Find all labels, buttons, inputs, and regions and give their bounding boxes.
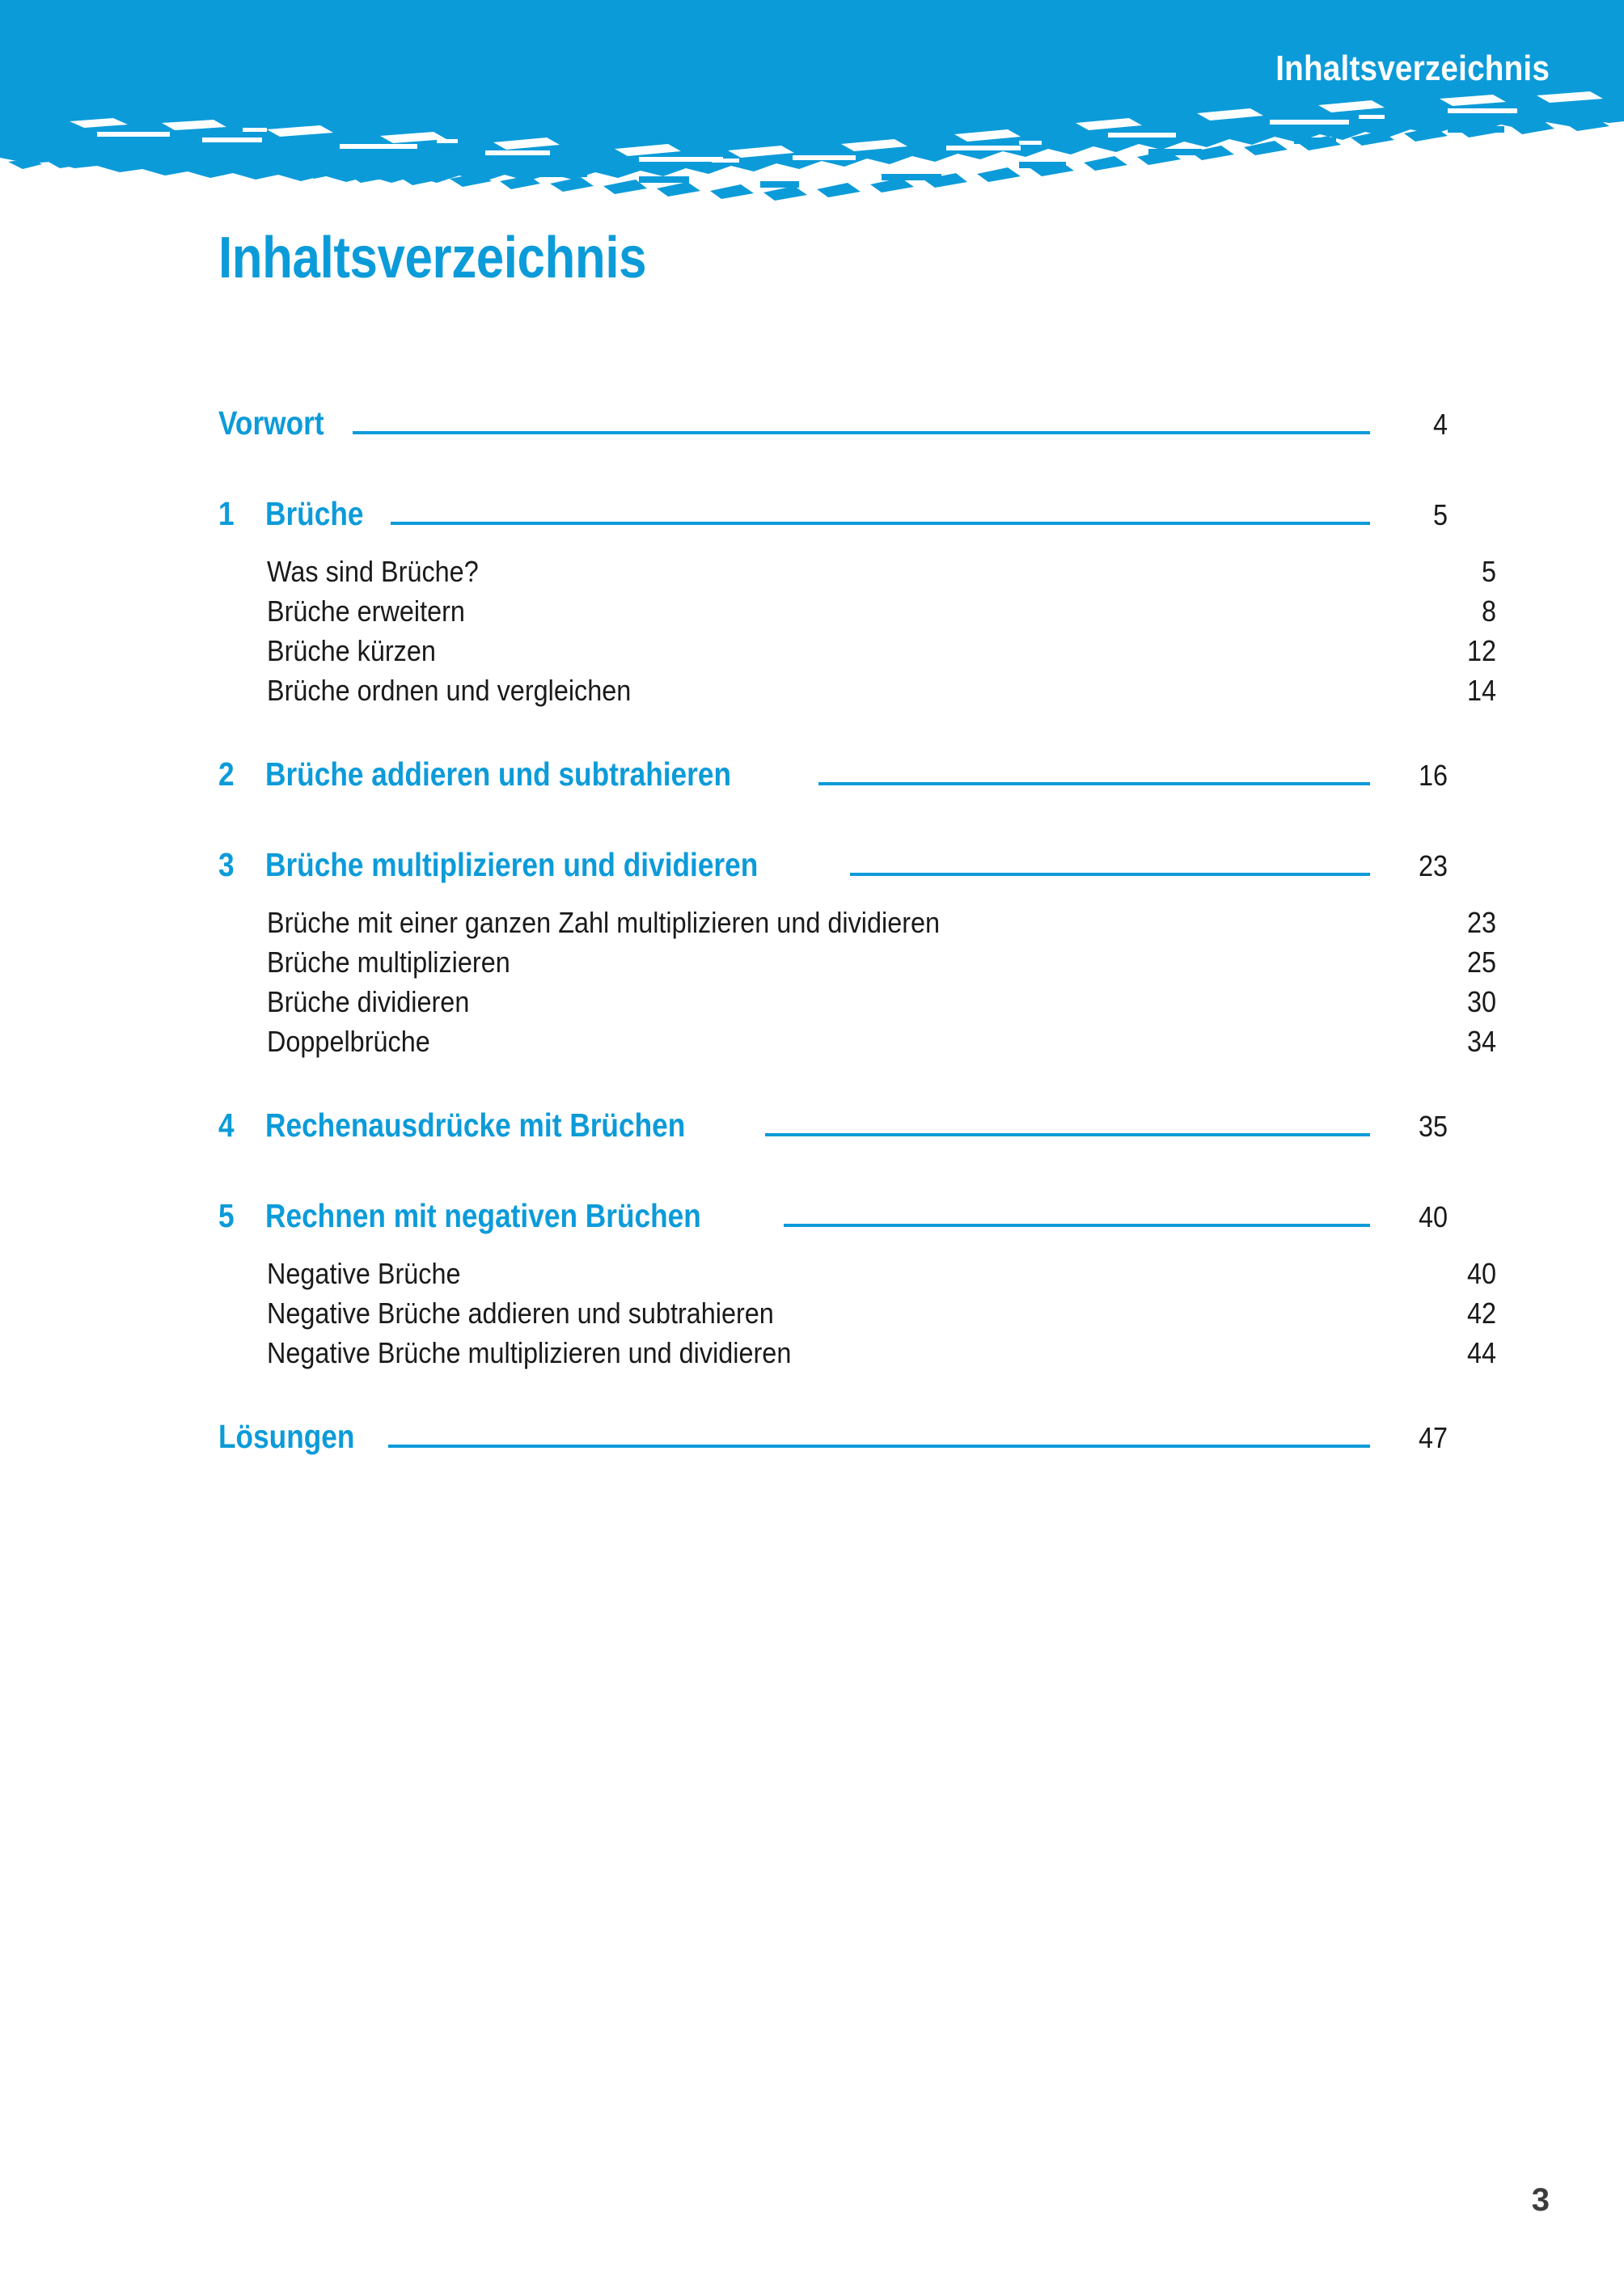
toc-leader-rule — [391, 522, 1370, 525]
toc-spacer — [218, 895, 1448, 906]
toc-subentry-row[interactable] — [218, 555, 1496, 594]
toc-group — [218, 1418, 1448, 1466]
toc-subentry-row[interactable] — [218, 1025, 1496, 1064]
toc-subentry-page-number: 12 — [1466, 634, 1496, 667]
toc-leader-rule — [784, 1224, 1370, 1227]
toc-subentry-label: Brüche multiplizieren — [267, 946, 510, 979]
toc-chapter-page-number: 23 — [1418, 849, 1448, 882]
toc-chapter-page-number: 16 — [1418, 759, 1448, 792]
toc-chapter-label: Rechenausdrücke mit Brüchen — [265, 1106, 686, 1144]
toc-leader-rule — [850, 873, 1371, 876]
toc-group-spacer — [218, 453, 1448, 495]
toc-chapter-row[interactable] — [218, 495, 1448, 544]
toc-chapter-page-number: 4 — [1432, 408, 1448, 441]
toc-group — [218, 755, 1448, 804]
toc-group — [218, 495, 1496, 713]
toc-subentry-page-number: 44 — [1466, 1336, 1496, 1369]
toc-subentry-label: Doppelbrüche — [267, 1025, 430, 1058]
toc-chapter-page-number: 40 — [1418, 1200, 1448, 1233]
toc-leader-rule — [765, 1133, 1370, 1136]
toc-subentry-label: Was sind Brüche? — [267, 555, 479, 588]
toc-subentry-row[interactable] — [218, 985, 1496, 1025]
toc-subentry-row[interactable] — [218, 674, 1496, 713]
toc-subentry-row[interactable] — [218, 1257, 1496, 1297]
toc-subentry-label: Brüche ordnen und vergleichen — [267, 674, 632, 707]
toc-group-spacer — [218, 1376, 1448, 1418]
toc-subentry-label: Negative Brüche — [267, 1257, 461, 1290]
toc-chapter-row[interactable] — [218, 755, 1448, 804]
toc-subentry-page-number: 5 — [1481, 555, 1496, 588]
toc-chapter-label: Brüche — [265, 495, 364, 532]
toc-chapter-page-number: 5 — [1432, 498, 1448, 531]
toc-group-spacer — [218, 1155, 1448, 1197]
toc-subentry-page-number: 8 — [1481, 594, 1496, 628]
toc-subentry-label: Brüche dividieren — [267, 985, 470, 1018]
toc-subentry-label: Brüche erweitern — [267, 594, 465, 628]
toc-group-spacer — [218, 1064, 1448, 1106]
toc-chapter-number: 2 — [218, 755, 235, 793]
toc-chapter-number: 1 — [218, 495, 235, 532]
toc-chapter-label: Vorwort — [218, 404, 324, 442]
running-header-title: Inhaltsverzeichnis — [1275, 49, 1550, 88]
toc-leader-rule — [353, 431, 1370, 434]
toc-chapter-row[interactable] — [218, 846, 1448, 895]
header-band — [0, 0, 1624, 210]
toc-chapter-label: Brüche addieren und subtrahieren — [265, 755, 732, 793]
toc-spacer — [218, 1246, 1448, 1257]
toc-chapter-number: 3 — [218, 846, 235, 883]
toc-group-spacer — [218, 713, 1448, 755]
toc-subentry-page-number: 30 — [1466, 985, 1496, 1018]
toc-chapter-row[interactable] — [218, 1197, 1448, 1246]
toc-subentry-page-number: 34 — [1466, 1025, 1496, 1058]
toc-chapter-label: Brüche multiplizieren und dividieren — [265, 846, 759, 883]
toc-subentry-row[interactable] — [218, 906, 1496, 946]
toc-chapter-page-number: 47 — [1418, 1421, 1448, 1454]
toc-subentry-page-number: 25 — [1466, 946, 1496, 979]
toc-chapter-row[interactable] — [218, 1106, 1448, 1155]
toc-group — [218, 1197, 1496, 1376]
toc-subentry-row[interactable] — [218, 1336, 1496, 1376]
toc-subentry-label: Negative Brüche multiplizieren und dividieren — [267, 1336, 792, 1369]
toc-subentry-page-number: 14 — [1466, 674, 1496, 707]
toc-chapter-label: Lösungen — [218, 1418, 355, 1455]
toc-subentry-label: Brüche kürzen — [267, 634, 436, 667]
toc-chapter-page-number: 35 — [1418, 1110, 1448, 1143]
toc-group-spacer — [218, 804, 1448, 846]
toc-chapter-row[interactable] — [218, 1418, 1448, 1466]
toc-leader-rule — [818, 782, 1370, 785]
toc-spacer — [218, 544, 1448, 555]
toc-group — [218, 404, 1448, 453]
toc-subentry-label: Brüche mit einer ganzen Zahl multiplizieren und dividieren — [267, 906, 941, 939]
brush-stroke-graphic — [0, 0, 1624, 210]
toc-subentry-row[interactable] — [218, 634, 1496, 674]
toc-subentry-row[interactable] — [218, 594, 1496, 634]
toc-leader-rule — [388, 1445, 1370, 1448]
toc-subentry-page-number: 23 — [1466, 906, 1496, 939]
toc-chapter-label: Rechnen mit negativen Brüchen — [265, 1197, 701, 1234]
toc-chapter-number: 5 — [218, 1197, 235, 1234]
toc-subentry-page-number: 42 — [1466, 1297, 1496, 1330]
toc-subentry-page-number: 40 — [1466, 1257, 1496, 1290]
toc-subentry-label: Negative Brüche addieren und subtrahieren — [267, 1297, 774, 1330]
toc-chapter-number: 4 — [218, 1106, 235, 1144]
toc-group — [218, 1106, 1448, 1155]
toc-group — [218, 846, 1496, 1064]
page-title: Inhaltsverzeichnis — [218, 226, 647, 290]
footer-page-number: 3 — [1531, 2182, 1550, 2218]
toc-subentry-row[interactable] — [218, 946, 1496, 985]
toc-subentry-row[interactable] — [218, 1297, 1496, 1336]
table-of-contents — [218, 404, 1496, 1466]
toc-chapter-row[interactable] — [218, 404, 1448, 453]
